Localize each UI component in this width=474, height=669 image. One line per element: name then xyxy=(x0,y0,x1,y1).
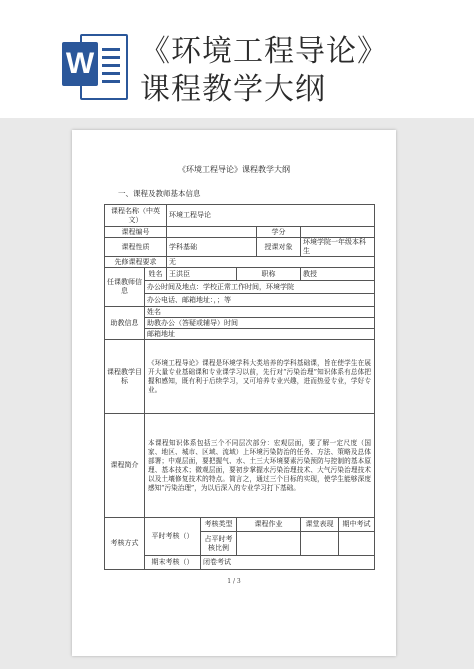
section-heading: 一、课程及教师基本信息 xyxy=(118,189,201,198)
course-code-label: 课程编号 xyxy=(105,227,167,238)
course-name-label: 课程名称（中英文） xyxy=(105,205,167,227)
word-logo-letter: W xyxy=(62,42,98,86)
intro-text: 本课程知识体系包括三个不同层次部分：宏观层面，要了解一定尺度（国家、地区、城市、区域、流域）上环境污染防治的任务、方法、策略及总体部署；中观层面，要把握气、水、土三大环境要素污染预防与控制的基本原理、基本技术；微观层面，要初步掌握水污染治理技术、大气污染治理技术以及土壤修复技术的特点。简言之，通过三个目标的实现，使学生能够深度感知“污染治理”，为以后深入的专业学习打下基础。 xyxy=(145,414,375,518)
lecturer-label: 任课教师信息 xyxy=(105,268,145,307)
intro-label: 课程简介 xyxy=(105,414,145,518)
document-title: 《环境工程导论》课程教学大纲 xyxy=(178,165,290,174)
final-assessment-value: 闭卷考试 xyxy=(201,556,375,570)
regular-assessment-label: 平时考核（） xyxy=(145,518,201,556)
prerequisite-value: 无 xyxy=(167,257,375,268)
assessment-ratio-label: 占平时考核比例 xyxy=(201,532,237,556)
page-number: 1 / 3 xyxy=(227,578,241,585)
ta-office: 助教办公（答疑或辅导）时间 xyxy=(145,318,375,329)
objective-text: 《环境工程导论》课程是环境学科大类培养的学科基础课，旨在使学生在展开大量专业基础课和专业课学习以前，先行对“污染治理”知识体系有总体把握和感知，既有利于后续学习，又可培养专业兴趣，进而热爱专业，学好专业。 xyxy=(145,340,375,414)
course-info-table xyxy=(104,204,375,570)
name-value: 王洪臣 xyxy=(167,268,237,281)
course-code-value xyxy=(167,227,257,238)
credit-value xyxy=(301,227,375,238)
homework-label: 课程作业 xyxy=(237,518,301,532)
course-name-value: 环境工程导论 xyxy=(167,205,375,227)
midterm-ratio xyxy=(339,532,375,556)
class-ratio xyxy=(301,532,339,556)
name-label: 姓名 xyxy=(145,268,167,281)
title-label: 职称 xyxy=(237,268,301,281)
office-phone: 办公电话、邮箱地址：，；等 xyxy=(145,294,375,307)
ta-name: 姓名 xyxy=(145,307,375,318)
midterm-label: 期中考试 xyxy=(339,518,375,532)
prerequisite-label: 先修课程要求 xyxy=(105,257,167,268)
objective-label: 课程教学目标 xyxy=(105,340,145,414)
audience-value: 环境学院一年级本科生 xyxy=(301,238,375,257)
assessment-type-label: 考核类型 xyxy=(201,518,237,532)
banner-title-line2: 课程教学大纲 xyxy=(140,72,326,107)
course-type-value: 学科基础 xyxy=(167,238,257,257)
ta-label: 助教信息 xyxy=(105,307,145,340)
office-hours: 办公时间及地点：学校正常工作时间，环境学院 xyxy=(145,281,375,294)
document-page xyxy=(72,130,396,656)
final-assessment-label: 期末考核（） xyxy=(145,556,201,570)
audience-label: 授课对象 xyxy=(257,238,301,257)
header-banner xyxy=(0,0,474,118)
assessment-label: 考核方式 xyxy=(105,518,145,570)
homework-ratio xyxy=(237,532,301,556)
banner-title-line1: 《环境工程导论》 xyxy=(140,34,388,69)
class-performance-label: 课堂表现 xyxy=(301,518,339,532)
word-icon xyxy=(62,30,126,102)
ta-email: 邮箱地址 xyxy=(145,329,375,340)
course-type-label: 课程性质 xyxy=(105,238,167,257)
credit-label: 学分 xyxy=(257,227,301,238)
title-value: 教授 xyxy=(301,268,375,281)
